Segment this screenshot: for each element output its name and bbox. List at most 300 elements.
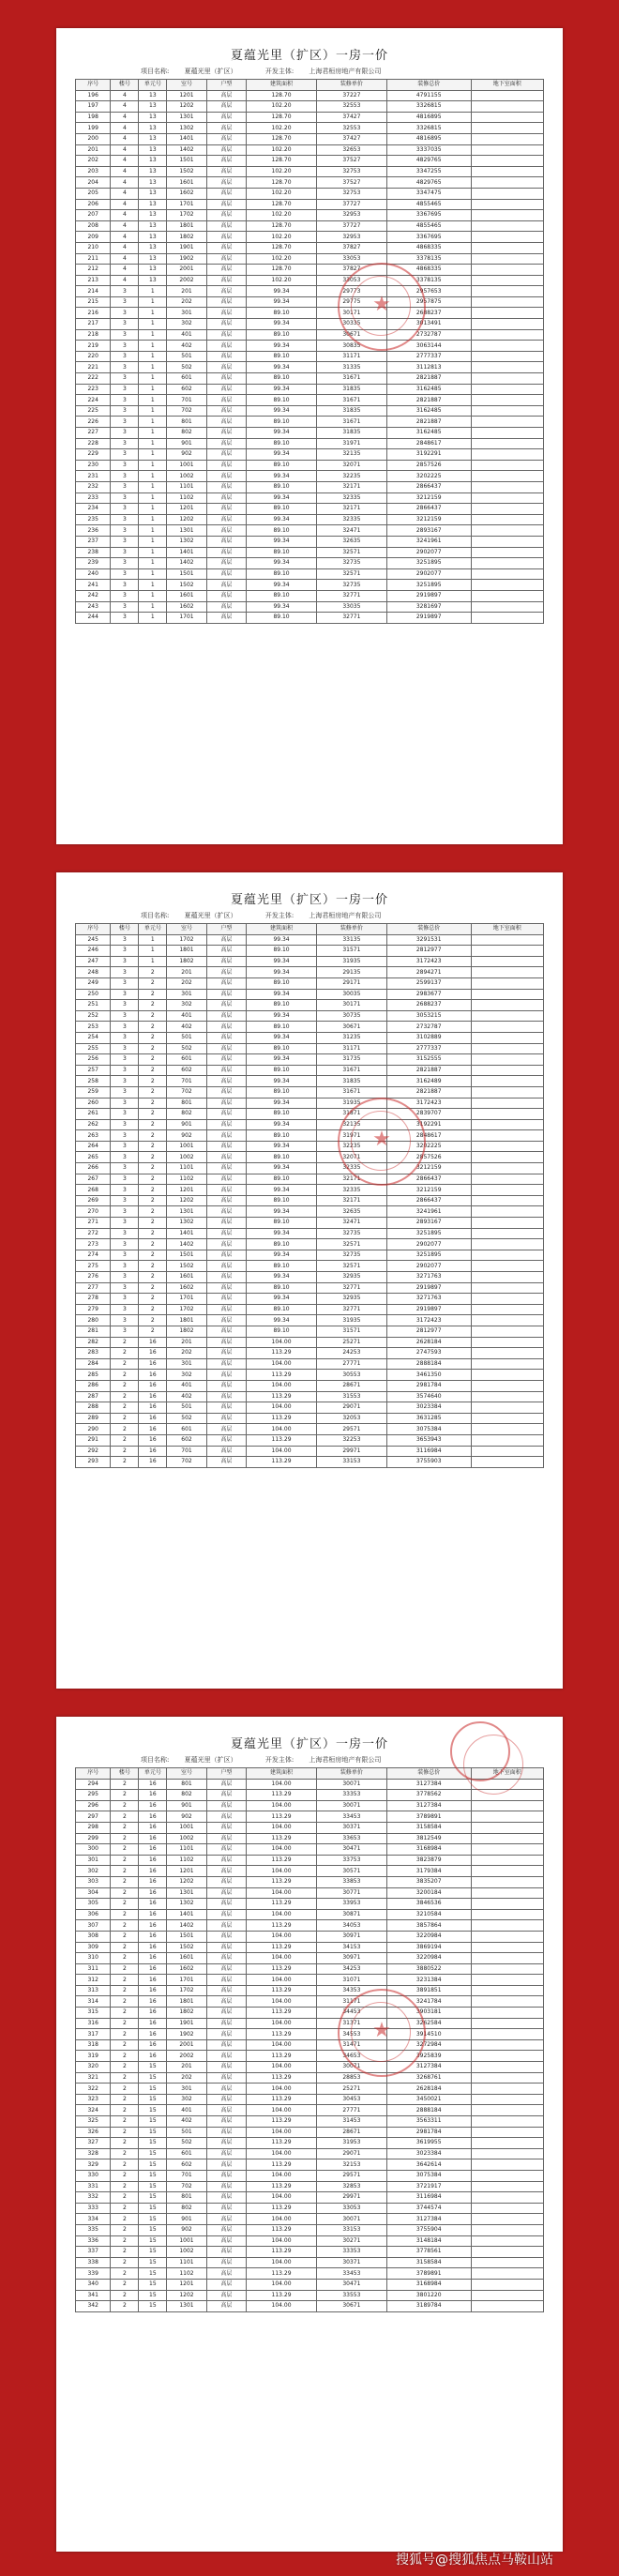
cell-seq: 227: [76, 428, 111, 439]
cell-basement-area: [471, 1043, 543, 1054]
cell-seq: 335: [76, 2224, 111, 2235]
table-row: [76, 1779, 544, 1790]
table-body: [76, 934, 544, 1467]
cell-unit: 16: [139, 1424, 167, 1435]
cell-building: 2: [111, 2235, 139, 2247]
cell-seq: 336: [76, 2235, 111, 2247]
cell-unit-price: 29775: [316, 296, 386, 308]
cell-room: 1501: [167, 1250, 206, 1261]
cell-unit: 16: [139, 1790, 167, 1801]
cell-type: 高层: [206, 1261, 246, 1272]
cell-basement-area: [471, 101, 543, 113]
table-row: [76, 449, 544, 461]
cell-total-price: 3241784: [386, 1996, 471, 2008]
cell-unit: 15: [139, 2279, 167, 2290]
cell-type: 高层: [206, 1119, 246, 1130]
cell-unit: 2: [139, 1086, 167, 1098]
cell-basement-area: [471, 946, 543, 957]
cell-seq: 260: [76, 1098, 111, 1109]
cell-seq: 306: [76, 1909, 111, 1920]
cell-total-price: 3823879: [386, 1855, 471, 1866]
cell-type: 高层: [206, 166, 246, 177]
cell-total-price: 3172423: [386, 1098, 471, 1109]
cell-basement-area: [471, 1010, 543, 1022]
table-row: [76, 384, 544, 395]
cell-seq: 256: [76, 1054, 111, 1066]
cell-seq: 307: [76, 1920, 111, 1932]
cell-unit: 13: [139, 133, 167, 144]
cell-type: 高层: [206, 977, 246, 989]
cell-total-price: 3023384: [386, 1402, 471, 1414]
cell-unit-price: 37827: [316, 265, 386, 276]
column-header-basement-area: 地下室面积: [471, 924, 543, 935]
cell-area: 89.10: [247, 525, 317, 537]
cell-area: 99.34: [247, 1010, 317, 1022]
cell-building: 4: [111, 188, 139, 199]
cell-unit: 2: [139, 1163, 167, 1174]
cell-total-price: 3158584: [386, 1822, 471, 1833]
cell-unit: 1: [139, 946, 167, 957]
cell-type: 高层: [206, 210, 246, 221]
cell-basement-area: [471, 1130, 543, 1142]
cell-unit-price: 32335: [316, 514, 386, 525]
cell-unit: 16: [139, 1866, 167, 1877]
cell-area: 128.70: [247, 112, 317, 123]
cell-total-price: 2628184: [386, 1337, 471, 1348]
cell-unit-price: 34153: [316, 1942, 386, 1953]
cell-type: 高层: [206, 1206, 246, 1218]
cell-room: 1601: [167, 177, 206, 189]
table-row: [76, 1130, 544, 1142]
cell-unit-price: 32235: [316, 471, 386, 482]
cell-total-price: 3241961: [386, 536, 471, 547]
cell-seq: 199: [76, 123, 111, 134]
cell-room: 301: [167, 308, 206, 319]
cell-seq: 253: [76, 1022, 111, 1033]
table-row: [76, 514, 544, 525]
cell-seq: 285: [76, 1370, 111, 1381]
cell-room: 1401: [167, 1909, 206, 1920]
cell-type: 高层: [206, 319, 246, 330]
cell-total-price: 2777337: [386, 1043, 471, 1054]
cell-unit-price: 32935: [316, 1272, 386, 1283]
cell-total-price: 2812977: [386, 946, 471, 957]
cell-type: 高层: [206, 2279, 246, 2290]
cell-total-price: 4816895: [386, 112, 471, 123]
cell-unit-price: 33053: [316, 253, 386, 265]
cell-unit: 1: [139, 568, 167, 580]
cell-basement-area: [471, 601, 543, 613]
table-row: [76, 177, 544, 189]
cell-building: 4: [111, 242, 139, 253]
column-header-basement-area: 地下室面积: [471, 80, 543, 91]
cell-basement-area: [471, 275, 543, 286]
cell-total-price: 2919897: [386, 1282, 471, 1294]
cell-total-price: 3152555: [386, 1054, 471, 1066]
cell-seq: 240: [76, 568, 111, 580]
cell-area: 104.00: [247, 2084, 317, 2095]
cell-room: 302: [167, 1370, 206, 1381]
cell-total-price: 3642614: [386, 2159, 471, 2171]
cell-type: 高层: [206, 1065, 246, 1076]
cell-seq: 305: [76, 1899, 111, 1910]
cell-unit: 16: [139, 1446, 167, 1457]
cell-total-price: 3347475: [386, 188, 471, 199]
cell-unit: 1: [139, 373, 167, 385]
cell-area: 104.00: [247, 1866, 317, 1877]
cell-seq: 266: [76, 1163, 111, 1174]
cell-room: 201: [167, 286, 206, 297]
cell-area: 99.34: [247, 989, 317, 1000]
cell-area: 104.00: [247, 2062, 317, 2073]
cell-basement-area: [471, 504, 543, 515]
cell-seq: 264: [76, 1141, 111, 1152]
cell-area: 89.10: [247, 1326, 317, 1337]
cell-type: 高层: [206, 547, 246, 558]
cell-building: 2: [111, 2214, 139, 2225]
cell-unit-price: 32153: [316, 2159, 386, 2171]
cell-unit-price: 30871: [316, 1909, 386, 1920]
cell-building: 3: [111, 1206, 139, 1218]
cell-area: 102.20: [247, 166, 317, 177]
cell-building: 3: [111, 296, 139, 308]
cell-building: 3: [111, 1294, 139, 1305]
cell-total-price: 2688237: [386, 308, 471, 319]
cell-area: 99.34: [247, 601, 317, 613]
cell-type: 高层: [206, 2084, 246, 2095]
cell-seq: 278: [76, 1294, 111, 1305]
cell-unit-price: 31071: [316, 1975, 386, 1986]
cell-unit: 2: [139, 1119, 167, 1130]
cell-total-price: 2821887: [386, 395, 471, 406]
cell-room: 1802: [167, 1326, 206, 1337]
cell-building: 2: [111, 2279, 139, 2290]
project-info: [141, 912, 250, 919]
table-row: [76, 1174, 544, 1185]
cell-basement-area: [471, 1876, 543, 1887]
cell-unit: 15: [139, 2138, 167, 2149]
table-row: [76, 1876, 544, 1887]
document-title: 夏蕴光里（扩区）一房一价: [230, 49, 388, 63]
cell-unit-price: 32771: [316, 1304, 386, 1315]
cell-room: 801: [167, 417, 206, 428]
cell-type: 高层: [206, 2192, 246, 2204]
cell-type: 高层: [206, 1963, 246, 1975]
cell-basement-area: [471, 112, 543, 123]
cell-seq: 304: [76, 1887, 111, 1899]
cell-unit: 1: [139, 438, 167, 449]
cell-area: 99.34: [247, 1054, 317, 1066]
cell-unit-price: 37427: [316, 133, 386, 144]
cell-building: 2: [111, 1800, 139, 1811]
cell-area: 89.10: [247, 460, 317, 471]
cell-basement-area: [471, 1413, 543, 1424]
cell-unit: 1: [139, 547, 167, 558]
table-row: [76, 590, 544, 601]
cell-unit: 13: [139, 166, 167, 177]
cell-unit: 16: [139, 1931, 167, 1942]
cell-seq: 281: [76, 1326, 111, 1337]
cell-unit: 16: [139, 1413, 167, 1424]
cell-type: 高层: [206, 1337, 246, 1348]
table-row: [76, 558, 544, 569]
cell-room: 1102: [167, 2268, 206, 2280]
cell-total-price: 4816895: [386, 133, 471, 144]
cell-basement-area: [471, 481, 543, 492]
table-row: [76, 2084, 544, 2095]
table-row: [76, 934, 544, 946]
table-row: [76, 1294, 544, 1305]
table-row: [76, 1185, 544, 1196]
cell-basement-area: [471, 1391, 543, 1402]
cell-room: 1401: [167, 133, 206, 144]
cell-total-price: 3202225: [386, 1141, 471, 1152]
cell-seq: 214: [76, 286, 111, 297]
cell-building: 2: [111, 1920, 139, 1932]
cell-room: 1201: [167, 90, 206, 101]
cell-building: 4: [111, 220, 139, 232]
cell-unit: 2: [139, 1130, 167, 1142]
cell-basement-area: [471, 2138, 543, 2149]
cell-basement-area: [471, 1294, 543, 1305]
cell-room: 1301: [167, 1206, 206, 1218]
cell-room: 1802: [167, 232, 206, 243]
cell-building: 3: [111, 286, 139, 297]
cell-area: 89.10: [247, 1218, 317, 1229]
cell-unit: 16: [139, 1370, 167, 1381]
cell-total-price: 3127384: [386, 1779, 471, 1790]
cell-basement-area: [471, 449, 543, 461]
column-header-basement-area: 地下室面积: [471, 1768, 543, 1780]
cell-type: 高层: [206, 329, 246, 341]
cell-type: 高层: [206, 1195, 246, 1206]
cell-room: 1001: [167, 1822, 206, 1833]
cell-unit-price: 30071: [316, 1779, 386, 1790]
cell-area: 113.29: [247, 1391, 317, 1402]
cell-building: 3: [111, 492, 139, 504]
cell-area: 89.10: [247, 547, 317, 558]
cell-type: 高层: [206, 2235, 246, 2247]
project-label: 项目名称:: [141, 68, 170, 75]
cell-unit-price: 31553: [316, 1391, 386, 1402]
cell-unit-price: 31953: [316, 2138, 386, 2149]
cell-type: 高层: [206, 112, 246, 123]
table-row: [76, 1822, 544, 1833]
cell-type: 高层: [206, 1424, 246, 1435]
cell-basement-area: [471, 2214, 543, 2225]
cell-area: 113.29: [247, 1876, 317, 1887]
cell-unit: 2: [139, 1152, 167, 1163]
cell-building: 3: [111, 1195, 139, 1206]
cell-basement-area: [471, 1800, 543, 1811]
cell-basement-area: [471, 1174, 543, 1185]
cell-building: 3: [111, 417, 139, 428]
cell-unit-price: 31935: [316, 956, 386, 967]
cell-unit: 1: [139, 580, 167, 591]
cell-unit: 13: [139, 232, 167, 243]
cell-building: 2: [111, 1855, 139, 1866]
cell-area: 99.34: [247, 1294, 317, 1305]
cell-unit-price: 29971: [316, 2192, 386, 2204]
cell-seq: 217: [76, 319, 111, 330]
price-table: [75, 79, 544, 624]
table-row: [76, 536, 544, 547]
cell-type: 高层: [206, 2214, 246, 2225]
cell-type: 高层: [206, 2159, 246, 2171]
cell-unit-price: 30471: [316, 2279, 386, 2290]
cell-area: 102.20: [247, 210, 317, 221]
cell-room: 502: [167, 1413, 206, 1424]
cell-unit: 1: [139, 351, 167, 362]
cell-type: 高层: [206, 1032, 246, 1043]
cell-unit: 2: [139, 1065, 167, 1076]
table-row: [76, 123, 544, 134]
cell-total-price: 2902077: [386, 568, 471, 580]
table-row: [76, 2214, 544, 2225]
cell-unit: 13: [139, 265, 167, 276]
column-header-room: 室号: [167, 924, 206, 935]
cell-unit: 1: [139, 341, 167, 352]
table-row: [76, 2018, 544, 2029]
cell-seq: 302: [76, 1866, 111, 1877]
cell-room: 302: [167, 319, 206, 330]
cell-area: 99.34: [247, 514, 317, 525]
cell-building: 3: [111, 1141, 139, 1152]
cell-unit-price: 33953: [316, 1899, 386, 1910]
cell-type: 高层: [206, 1174, 246, 1185]
cell-unit-price: 33453: [316, 2268, 386, 2280]
cell-unit: 16: [139, 1996, 167, 2008]
table-row: [76, 492, 544, 504]
cell-total-price: 3281697: [386, 601, 471, 613]
cell-unit-price: 24253: [316, 1348, 386, 1359]
cell-unit: 1: [139, 492, 167, 504]
cell-unit-price: 33153: [316, 1457, 386, 1468]
cell-unit: 2: [139, 1326, 167, 1337]
cell-building: 3: [111, 329, 139, 341]
cell-unit-price: 31371: [316, 2018, 386, 2029]
cell-room: 402: [167, 341, 206, 352]
table-row: [76, 956, 544, 967]
cell-room: 1502: [167, 580, 206, 591]
cell-unit: 16: [139, 1909, 167, 1920]
cell-unit: 16: [139, 1975, 167, 1986]
cell-area: 104.00: [247, 2039, 317, 2051]
cell-building: 3: [111, 1054, 139, 1066]
table-row: [76, 1195, 544, 1206]
cell-room: 702: [167, 405, 206, 417]
cell-total-price: 4855465: [386, 220, 471, 232]
cell-type: 高层: [206, 2138, 246, 2149]
cell-basement-area: [471, 977, 543, 989]
cell-room: 401: [167, 329, 206, 341]
cell-area: 113.29: [247, 2159, 317, 2171]
cell-type: 高层: [206, 590, 246, 601]
cell-unit: 16: [139, 1833, 167, 1844]
cell-type: 高层: [206, 1098, 246, 1109]
cell-type: 高层: [206, 428, 246, 439]
cell-room: 202: [167, 296, 206, 308]
cell-basement-area: [471, 1054, 543, 1066]
cell-unit: 1: [139, 460, 167, 471]
table-row: [76, 232, 544, 243]
cell-building: 3: [111, 934, 139, 946]
cell-unit: 15: [139, 2214, 167, 2225]
cell-basement-area: [471, 2224, 543, 2235]
cell-type: 高层: [206, 514, 246, 525]
cell-unit-price: 30671: [316, 329, 386, 341]
cell-type: 高层: [206, 1953, 246, 1964]
cell-basement-area: [471, 1152, 543, 1163]
developer-info: [265, 1756, 395, 1764]
cell-unit: 16: [139, 1457, 167, 1468]
cell-building: 2: [111, 2268, 139, 2280]
cell-unit-price: 32171: [316, 1195, 386, 1206]
cell-basement-area: [471, 1141, 543, 1152]
cell-basement-area: [471, 2018, 543, 2029]
cell-building: 3: [111, 590, 139, 601]
cell-building: 2: [111, 2039, 139, 2051]
cell-building: 3: [111, 525, 139, 537]
cell-basement-area: [471, 253, 543, 265]
cell-area: 89.10: [247, 1086, 317, 1098]
cell-unit-price: 37427: [316, 112, 386, 123]
cell-seq: 301: [76, 1855, 111, 1866]
cell-building: 2: [111, 1833, 139, 1844]
cell-unit: 2: [139, 967, 167, 978]
project-name: 夏蕴光里（扩区）: [184, 912, 237, 919]
cell-unit: 15: [139, 2062, 167, 2073]
table-row: [76, 2072, 544, 2084]
cell-basement-area: [471, 220, 543, 232]
cell-type: 高层: [206, 1391, 246, 1402]
cell-area: 128.70: [247, 199, 317, 210]
cell-room: 1201: [167, 504, 206, 515]
table-row: [76, 1358, 544, 1370]
cell-total-price: 2732787: [386, 329, 471, 341]
cell-room: 901: [167, 1800, 206, 1811]
table-row: [76, 1348, 544, 1359]
cell-basement-area: [471, 296, 543, 308]
cell-seq: 231: [76, 471, 111, 482]
cell-unit-price: 29571: [316, 1424, 386, 1435]
cell-basement-area: [471, 1206, 543, 1218]
table-row: [76, 90, 544, 101]
cell-unit-price: 31671: [316, 1065, 386, 1076]
cell-basement-area: [471, 2170, 543, 2181]
cell-total-price: 3271763: [386, 1272, 471, 1283]
cell-area: 128.70: [247, 242, 317, 253]
cell-building: 3: [111, 471, 139, 482]
cell-seq: 252: [76, 1010, 111, 1022]
cell-building: 2: [111, 2029, 139, 2040]
cell-basement-area: [471, 1844, 543, 1856]
cell-room: 302: [167, 1000, 206, 1011]
cell-room: 1302: [167, 1218, 206, 1229]
table-row: [76, 1032, 544, 1043]
cell-unit: 1: [139, 384, 167, 395]
cell-total-price: 3789891: [386, 1811, 471, 1823]
cell-basement-area: [471, 373, 543, 385]
cell-room: 301: [167, 1358, 206, 1370]
cell-seq: 331: [76, 2181, 111, 2192]
cell-building: 4: [111, 253, 139, 265]
cell-room: 201: [167, 1337, 206, 1348]
cell-unit-price: 31735: [316, 1054, 386, 1066]
cell-unit-price: 33035: [316, 601, 386, 613]
cell-basement-area: [471, 1195, 543, 1206]
cell-unit: 15: [139, 2094, 167, 2105]
